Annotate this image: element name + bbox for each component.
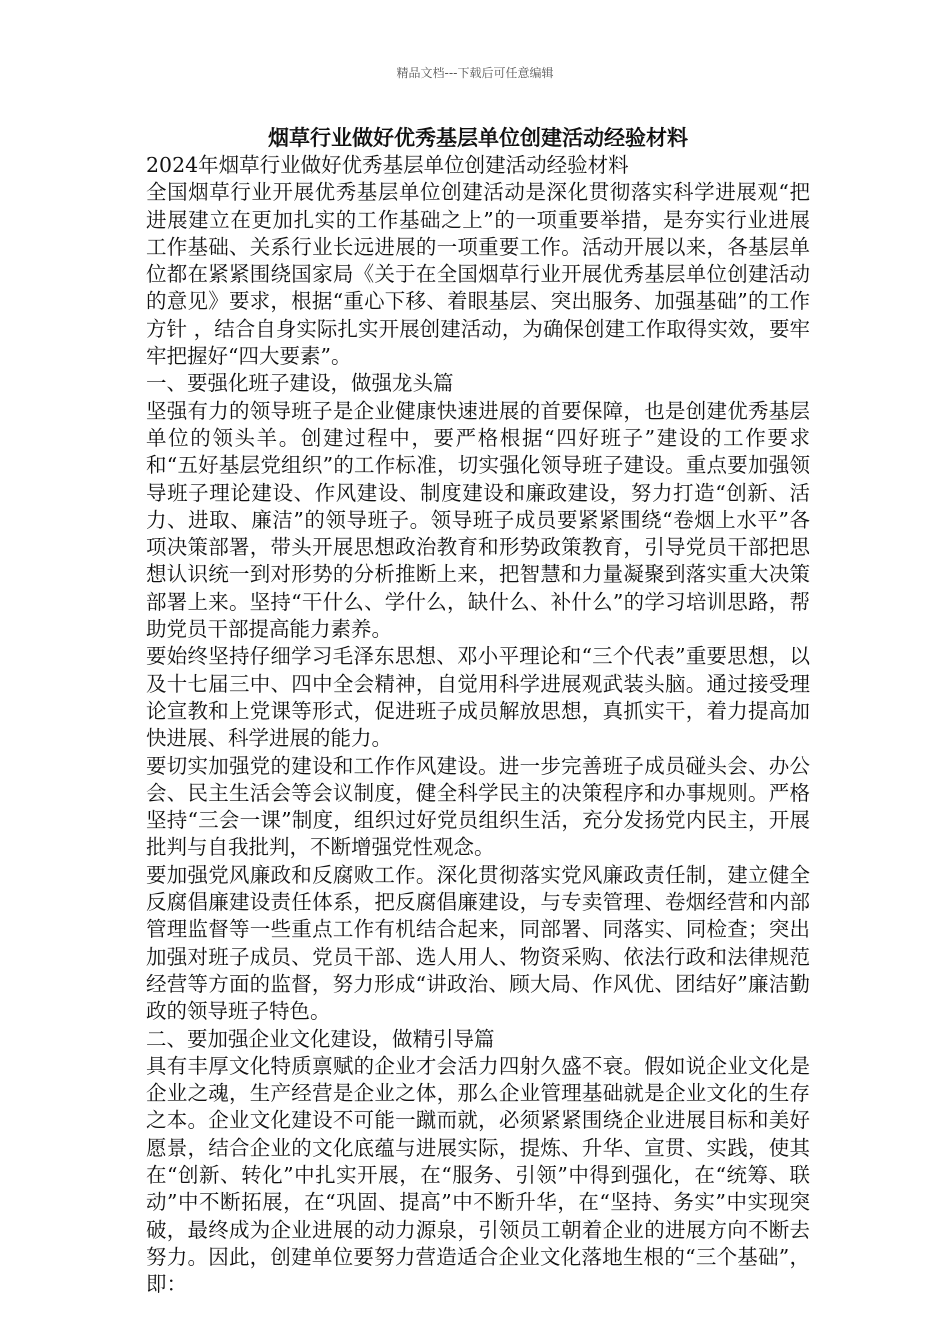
paragraph-culture: 具有丰厚文化特质禀赋的企业才会活力四射久盛不衰。假如说企业文化是企业之魂，生产经营是企业之体，那么企业管理基础就是企业文化的生存之本。企业文化建设不可能一蹴而就，必须紧紧围绕企业进展目标和美好愿景，结合企业的文化底蕴与进展实际，提炼、升华、宣贯、实践，使其在“创新、转化”中扎实开展，在“服务、引领”中得到强化，在“统筹、联动”中不断拓展，在“巩固、提高”中不断升华，在“坚持、务实”中实现突破，最终成为企业进展的动力源泉，引领员工朝着企业的进展方向不断去努力。因此，创建单位要努力营造适合企业文化落地生根的“三个基础”，即：	[146, 1053, 810, 1297]
document-subtitle: 2024年烟草行业做好优秀基层单位创建活动经验材料	[146, 153, 629, 177]
document-body	[146, 124, 810, 1298]
paragraph-party-building: 要切实加强党的建设和工作作风建设。进一步完善班子成员碰头会、办公会、民主生活会等会议制度，健全科学民主的决策程序和办事规则。严格坚持“三会一课”制度，组织过好党员组织生活，充分发扬党内民主，开展批判与自我批判，不断增强党性观念。	[146, 753, 810, 860]
paragraph-theory-study: 要始终坚持仔细学习毛泽东思想、邓小平理论和“三个代表”重要思想，以及十七届三中、四中全会精神，自觉用科学进展观武装头脑。通过接受理论宣教和上党课等形式，促进班子成员解放思想，真抓实干，着力提高加快进展、科学进展的能力。	[146, 644, 810, 751]
section-heading-2: 二、要加强企业文化建设，做精引导篇	[146, 1026, 495, 1051]
paragraph-intro: 全国烟草行业开展优秀基层单位创建活动是深化贯彻落实科学进展观“把进展建立在更加扎实的工作基础之上”的一项重要举措，是夯实行业进展工作基础、关系行业长远进展的一项重要工作。活动开展以来，各基层单位都在紧紧围绕国家局《关于在全国烟草行业开展优秀基层单位创建活动的意见》要求，根据“重心下移、着眼基层、突出服务、加强基础”的工作方针 ，结合自身实际扎实开展创建活动，为确保创建工作取得实效，要牢牢把握好“四大要素”。	[146, 180, 810, 369]
section-heading-1: 一、要强化班子建设，做强龙头篇	[146, 371, 454, 396]
paragraph-anti-corruption: 要加强党风廉政和反腐败工作。深化贯彻落实党风廉政责任制，建立健全反腐倡廉建设责任体系，把反腐倡廉建设，与专卖管理、卷烟经营和内部管理监督等一些重点工作有机结合起来，同部署、同落实、同检查；突出加强对班子成员、党员干部、选人用人、物资采购、依法行政和法律规范经营等方面的监督，努力形成“讲政治、顾大局、作风优、团结好”廉洁勤政的领导班子特色。	[146, 862, 810, 1024]
paragraph-leadership: 坚强有力的领导班子是企业健康快速进展的首要保障，也是创建优秀基层单位的领头羊。创建过程中，要严格根据“四好班子”建设的工作要求和“五好基层党组织”的工作标准，切实强化领导班子建设。重点要加强领导班子理论建设、作风建设、制度建设和廉政建设，努力打造“创新、活力、进取、廉洁”的领导班子。领导班子成员要紧紧围绕“卷烟上水平”各项决策部署，带头开展思想政治教育和形势政策教育，引导党员干部把思想认识统一到对形势的分析推断上来，把智慧和力量凝聚到落实重大决策部署上来。坚持“干什么、学什么，缺什么、补什么”的学习培训思路，帮助党员干部提高能力素养。	[146, 398, 810, 642]
page-header: 精品文档---下载后可任意编辑	[396, 66, 554, 80]
document-title: 烟草行业做好优秀基层单位创建活动经验材料	[268, 125, 688, 150]
